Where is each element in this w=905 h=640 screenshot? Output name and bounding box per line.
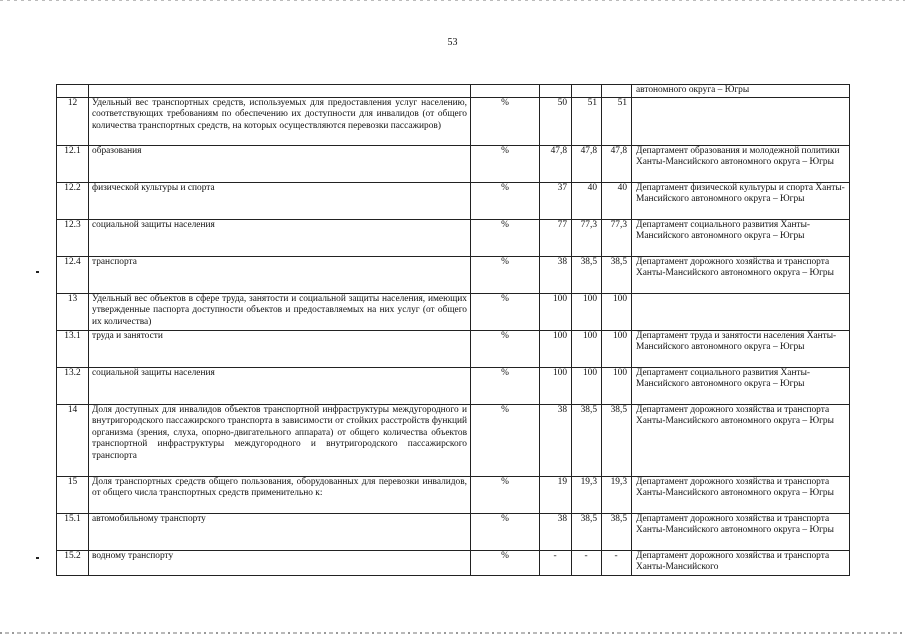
table-row: [57, 97, 850, 145]
value-cell: 38,5: [572, 256, 602, 293]
value-cell: 100: [602, 330, 632, 367]
table-row: [57, 367, 850, 404]
value-cell: -: [572, 550, 602, 575]
responsible-cell: Департамент социального развития Ханты-Мансийского автономного округа – Югры: [632, 367, 850, 404]
indicator-description: Удельный вес транспортных средств, используемых для предоставления услуг населению, соответствующих требованиям по обеспечению их доступности для инвалидов (от общего количества транспортных средств, на которых осуществляются перевозки пассажиров): [89, 97, 471, 145]
unit-cell: %: [471, 145, 540, 182]
scan-bottom-edge: [0, 632, 905, 634]
unit-cell: [471, 85, 540, 98]
row-number: 15.2: [57, 550, 89, 575]
page-number: 53: [447, 37, 458, 48]
value-cell: 38,5: [602, 256, 632, 293]
row-number: 13.1: [57, 330, 89, 367]
row-number: 15: [57, 476, 89, 513]
margin-mark: [36, 271, 39, 273]
indicators-table: [56, 84, 850, 576]
indicator-description: Удельный вес объектов в сфере труда, занятости и социальной защиты населения, имеющих утвержденные паспорта доступности объектов и предоставляемых на них услуг (от общего их количества): [89, 293, 471, 330]
responsible-cell: [632, 293, 850, 330]
unit-cell: %: [471, 330, 540, 367]
value-cell: 77,3: [572, 219, 602, 256]
value-cell: 47,8: [540, 145, 572, 182]
table-row: [57, 219, 850, 256]
responsible-cell: Департамент труда и занятости населения Ханты-Мансийского автономного округа – Югры: [632, 330, 850, 367]
row-number: 12.4: [57, 256, 89, 293]
value-cell: 100: [572, 367, 602, 404]
value-cell: 38: [540, 513, 572, 550]
value-cell: 50: [540, 97, 572, 145]
value-cell: 100: [602, 293, 632, 330]
value-cell: 77: [540, 219, 572, 256]
indicator-description: образования: [89, 145, 471, 182]
value-cell: -: [602, 550, 632, 575]
unit-cell: %: [471, 256, 540, 293]
responsible-cell: Департамент дорожного хозяйства и транспорта Ханты-Мансийского автономного округа – Югры: [632, 513, 850, 550]
value-cell: 38: [540, 404, 572, 476]
value-cell: 47,8: [572, 145, 602, 182]
indicator-description: Доля доступных для инвалидов объектов транспортной инфраструктуры междугородного и внутригородского пассажирского транспорта в зависимости от стойких расстройств функций организма (зрения, слуха, опорно-двигательного аппарата) от общего количества объектов транспортной инфраструктуры междугородного и внутригородского пассажирского транспорта: [89, 404, 471, 476]
unit-cell: %: [471, 367, 540, 404]
indicator-description: водному транспорту: [89, 550, 471, 575]
value-cell: 38,5: [572, 513, 602, 550]
value-cell: 38: [540, 256, 572, 293]
table-row: [57, 550, 850, 575]
margin-mark: [36, 557, 39, 559]
value-cell: 38,5: [602, 513, 632, 550]
value-cell: 47,8: [602, 145, 632, 182]
value-cell: 38,5: [602, 404, 632, 476]
table-row: [57, 513, 850, 550]
indicator-description: физической культуры и спорта: [89, 182, 471, 219]
value-cell: 51: [572, 97, 602, 145]
value-cell: 100: [540, 367, 572, 404]
value-cell: 38,5: [572, 404, 602, 476]
value-cell: 100: [572, 330, 602, 367]
value-cell: -: [540, 550, 572, 575]
unit-cell: %: [471, 182, 540, 219]
value-cell: 40: [572, 182, 602, 219]
row-number: [57, 85, 89, 98]
value-cell: 37: [540, 182, 572, 219]
value-cell: 19: [540, 476, 572, 513]
unit-cell: %: [471, 513, 540, 550]
value-cell: 100: [540, 293, 572, 330]
responsible-cell: Департамент физической культуры и спорта Ханты-Мансийского автономного округа – Югры: [632, 182, 850, 219]
row-number: 12.2: [57, 182, 89, 219]
indicator-description: социальной защиты населения: [89, 219, 471, 256]
value-cell: 100: [602, 367, 632, 404]
indicator-description: [89, 85, 471, 98]
responsible-cell: [632, 97, 850, 145]
table-row: [57, 182, 850, 219]
unit-cell: %: [471, 476, 540, 513]
row-number: 12.1: [57, 145, 89, 182]
value-cell: 100: [572, 293, 602, 330]
responsible-cell: Департамент дорожного хозяйства и транспорта Ханты-Мансийского: [632, 550, 850, 575]
value-cell: 100: [540, 330, 572, 367]
row-number: 12.3: [57, 219, 89, 256]
responsible-cell: Департамент социального развития Ханты-Мансийского автономного округа – Югры: [632, 219, 850, 256]
responsible-cell: Департамент образования и молодежной политики Ханты-Мансийского автономного округа – Югры: [632, 145, 850, 182]
value-cell: [602, 85, 632, 98]
table-row: [57, 476, 850, 513]
unit-cell: %: [471, 404, 540, 476]
table-row: [57, 293, 850, 330]
value-cell: 40: [602, 182, 632, 219]
responsible-cell: Департамент дорожного хозяйства и транспорта Ханты-Мансийского автономного округа – Югры: [632, 404, 850, 476]
value-cell: 51: [602, 97, 632, 145]
table-row: [57, 85, 850, 98]
indicator-description: труда и занятости: [89, 330, 471, 367]
value-cell: 77,3: [602, 219, 632, 256]
responsible-cell: Департамент дорожного хозяйства и транспорта Ханты-Мансийского автономного округа – Югры: [632, 476, 850, 513]
table-row: [57, 256, 850, 293]
unit-cell: %: [471, 219, 540, 256]
value-cell: [540, 85, 572, 98]
responsible-cell: автономного округа – Югры: [632, 85, 850, 98]
table-row: [57, 404, 850, 476]
indicator-description: автомобильному транспорту: [89, 513, 471, 550]
unit-cell: %: [471, 293, 540, 330]
indicator-description: Доля транспортных средств общего пользования, оборудованных для перевозки инвалидов, от общего числа транспортных средств применительно к:: [89, 476, 471, 513]
table-row: [57, 145, 850, 182]
value-cell: 19,3: [602, 476, 632, 513]
scan-top-edge: [0, 0, 905, 1]
row-number: 13.2: [57, 367, 89, 404]
value-cell: [572, 85, 602, 98]
table-row: [57, 330, 850, 367]
unit-cell: %: [471, 550, 540, 575]
row-number: 14: [57, 404, 89, 476]
responsible-cell: Департамент дорожного хозяйства и транспорта Ханты-Мансийского автономного округа – Югры: [632, 256, 850, 293]
row-number: 15.1: [57, 513, 89, 550]
indicator-description: социальной защиты населения: [89, 367, 471, 404]
row-number: 13: [57, 293, 89, 330]
row-number: 12: [57, 97, 89, 145]
value-cell: 19,3: [572, 476, 602, 513]
indicator-description: транспорта: [89, 256, 471, 293]
unit-cell: %: [471, 97, 540, 145]
